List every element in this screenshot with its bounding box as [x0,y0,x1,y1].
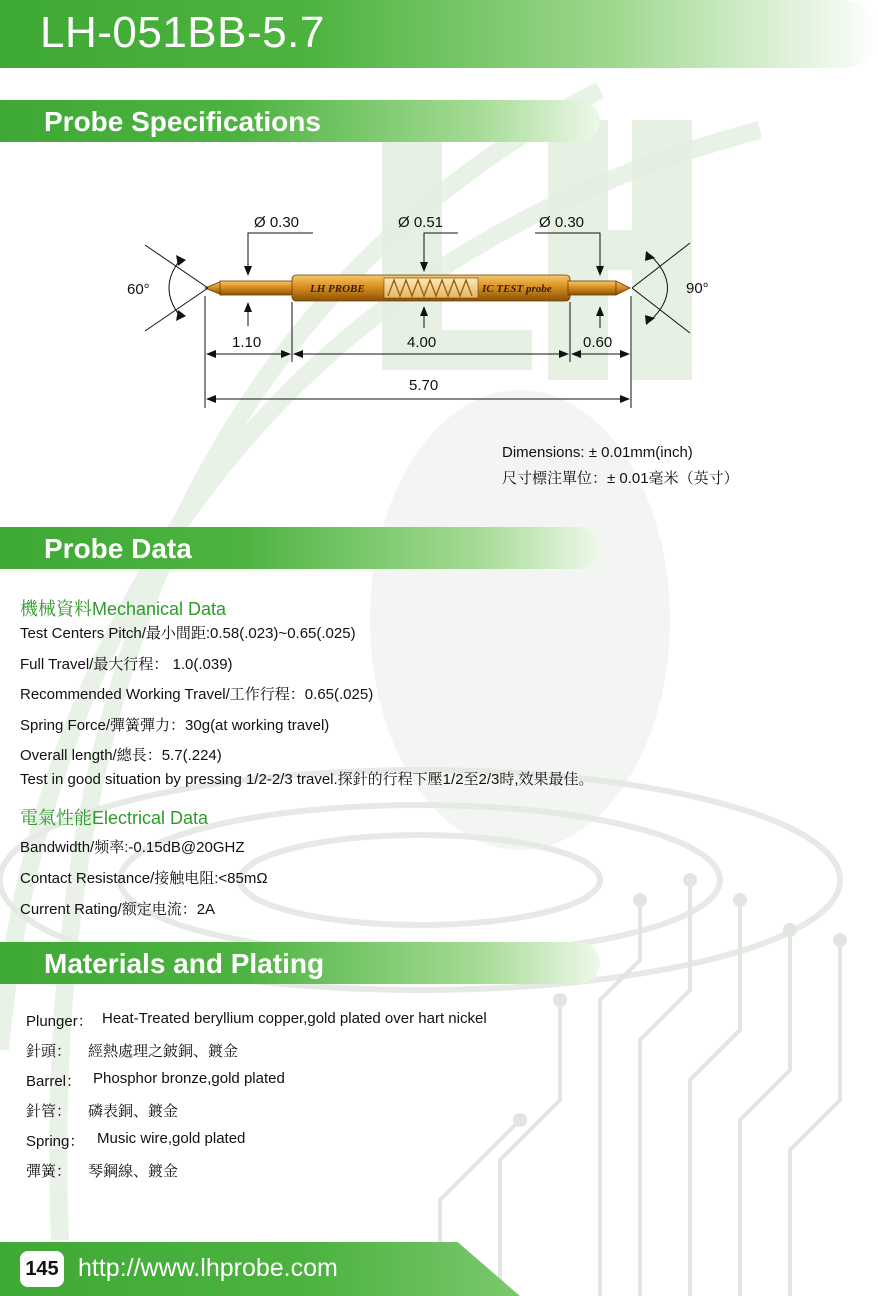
material-label: 彈簧： [26,1163,72,1180]
material-value: 磷表銅、鍍金 [88,1103,179,1120]
len-right-label: 0.60 [583,334,613,351]
dimensions-note-zh: 尺寸標注單位：± 0.01毫米（英寸） [502,470,739,487]
material-value: Music wire,gold plated [97,1130,246,1147]
mechanical-line: Spring Force/彈簧彈力：30g(at working travel) [20,717,330,734]
left-plunger [220,281,296,295]
material-label: Plunger： [26,1013,93,1030]
material-label: 針管： [26,1103,72,1120]
page-number: 145 [20,1251,64,1287]
material-label: 針頭： [26,1043,72,1060]
barrel-label-left: LH PROBE [310,283,365,295]
mechanical-heading: 機械資料Mechanical Data [20,599,227,619]
material-value: Heat-Treated beryllium copper,gold plated over hart nickel [102,1010,487,1027]
probe-drawing [0,200,878,420]
material-label: Spring： [26,1133,85,1150]
dia-center-label: Ø 0.51 [398,214,444,231]
len-total-label: 5.70 [409,377,439,394]
material-value: Phosphor bronze,gold plated [93,1070,285,1087]
angle-left-label: 60° [127,281,150,298]
material-value: 琴鋼線、鍍金 [88,1163,179,1180]
section-title-materials: Materials and Plating [44,948,325,979]
mechanical-line: Full Travel/最大行程： 1.0(.039) [20,656,233,673]
section-title-data: Probe Data [44,533,192,564]
mechanical-line: Overall length/總長：5.7(.224) [20,747,222,764]
dimensions-note-en: Dimensions: ± 0.01mm(inch) [502,444,693,461]
material-value: 經熱處理之鈹銅、鍍金 [88,1043,239,1060]
right-plunger [568,281,616,295]
product-title: LH-051BB-5.7 [40,8,325,57]
len-center-label: 4.00 [407,334,437,351]
barrel-label-right: IC TEST probe [482,283,552,295]
mechanical-line: Test Centers Pitch/最小間距:0.58(.023)~0.65(.025) [20,625,356,642]
material-label: Barrel： [26,1073,82,1090]
mechanical-line: Recommended Working Travel/工作行程：0.65(.025) [20,686,374,703]
len-left-label: 1.10 [232,334,262,351]
electrical-line: Bandwidth/频率:-0.15dB@20GHZ [20,839,245,856]
dia-left-label: Ø 0.30 [254,214,300,231]
electrical-line: Current Rating/额定电流：2A [20,901,216,918]
website-link[interactable]: http://www.lhprobe.com [78,1254,338,1282]
electrical-line: Contact Resistance/接触电阻:<85mΩ [20,870,268,887]
section-title-specs: Probe Specifications [44,106,321,137]
dia-right-label: Ø 0.30 [539,214,585,231]
mechanical-line: Test in good situation by pressing 1/2-2/3 travel.探針的行程下壓1/2至2/3時,效果最佳。 [20,771,594,788]
angle-right-label: 90° [686,280,709,297]
right-tip [616,281,630,295]
electrical-heading: 電氣性能Electrical Data [20,808,209,828]
